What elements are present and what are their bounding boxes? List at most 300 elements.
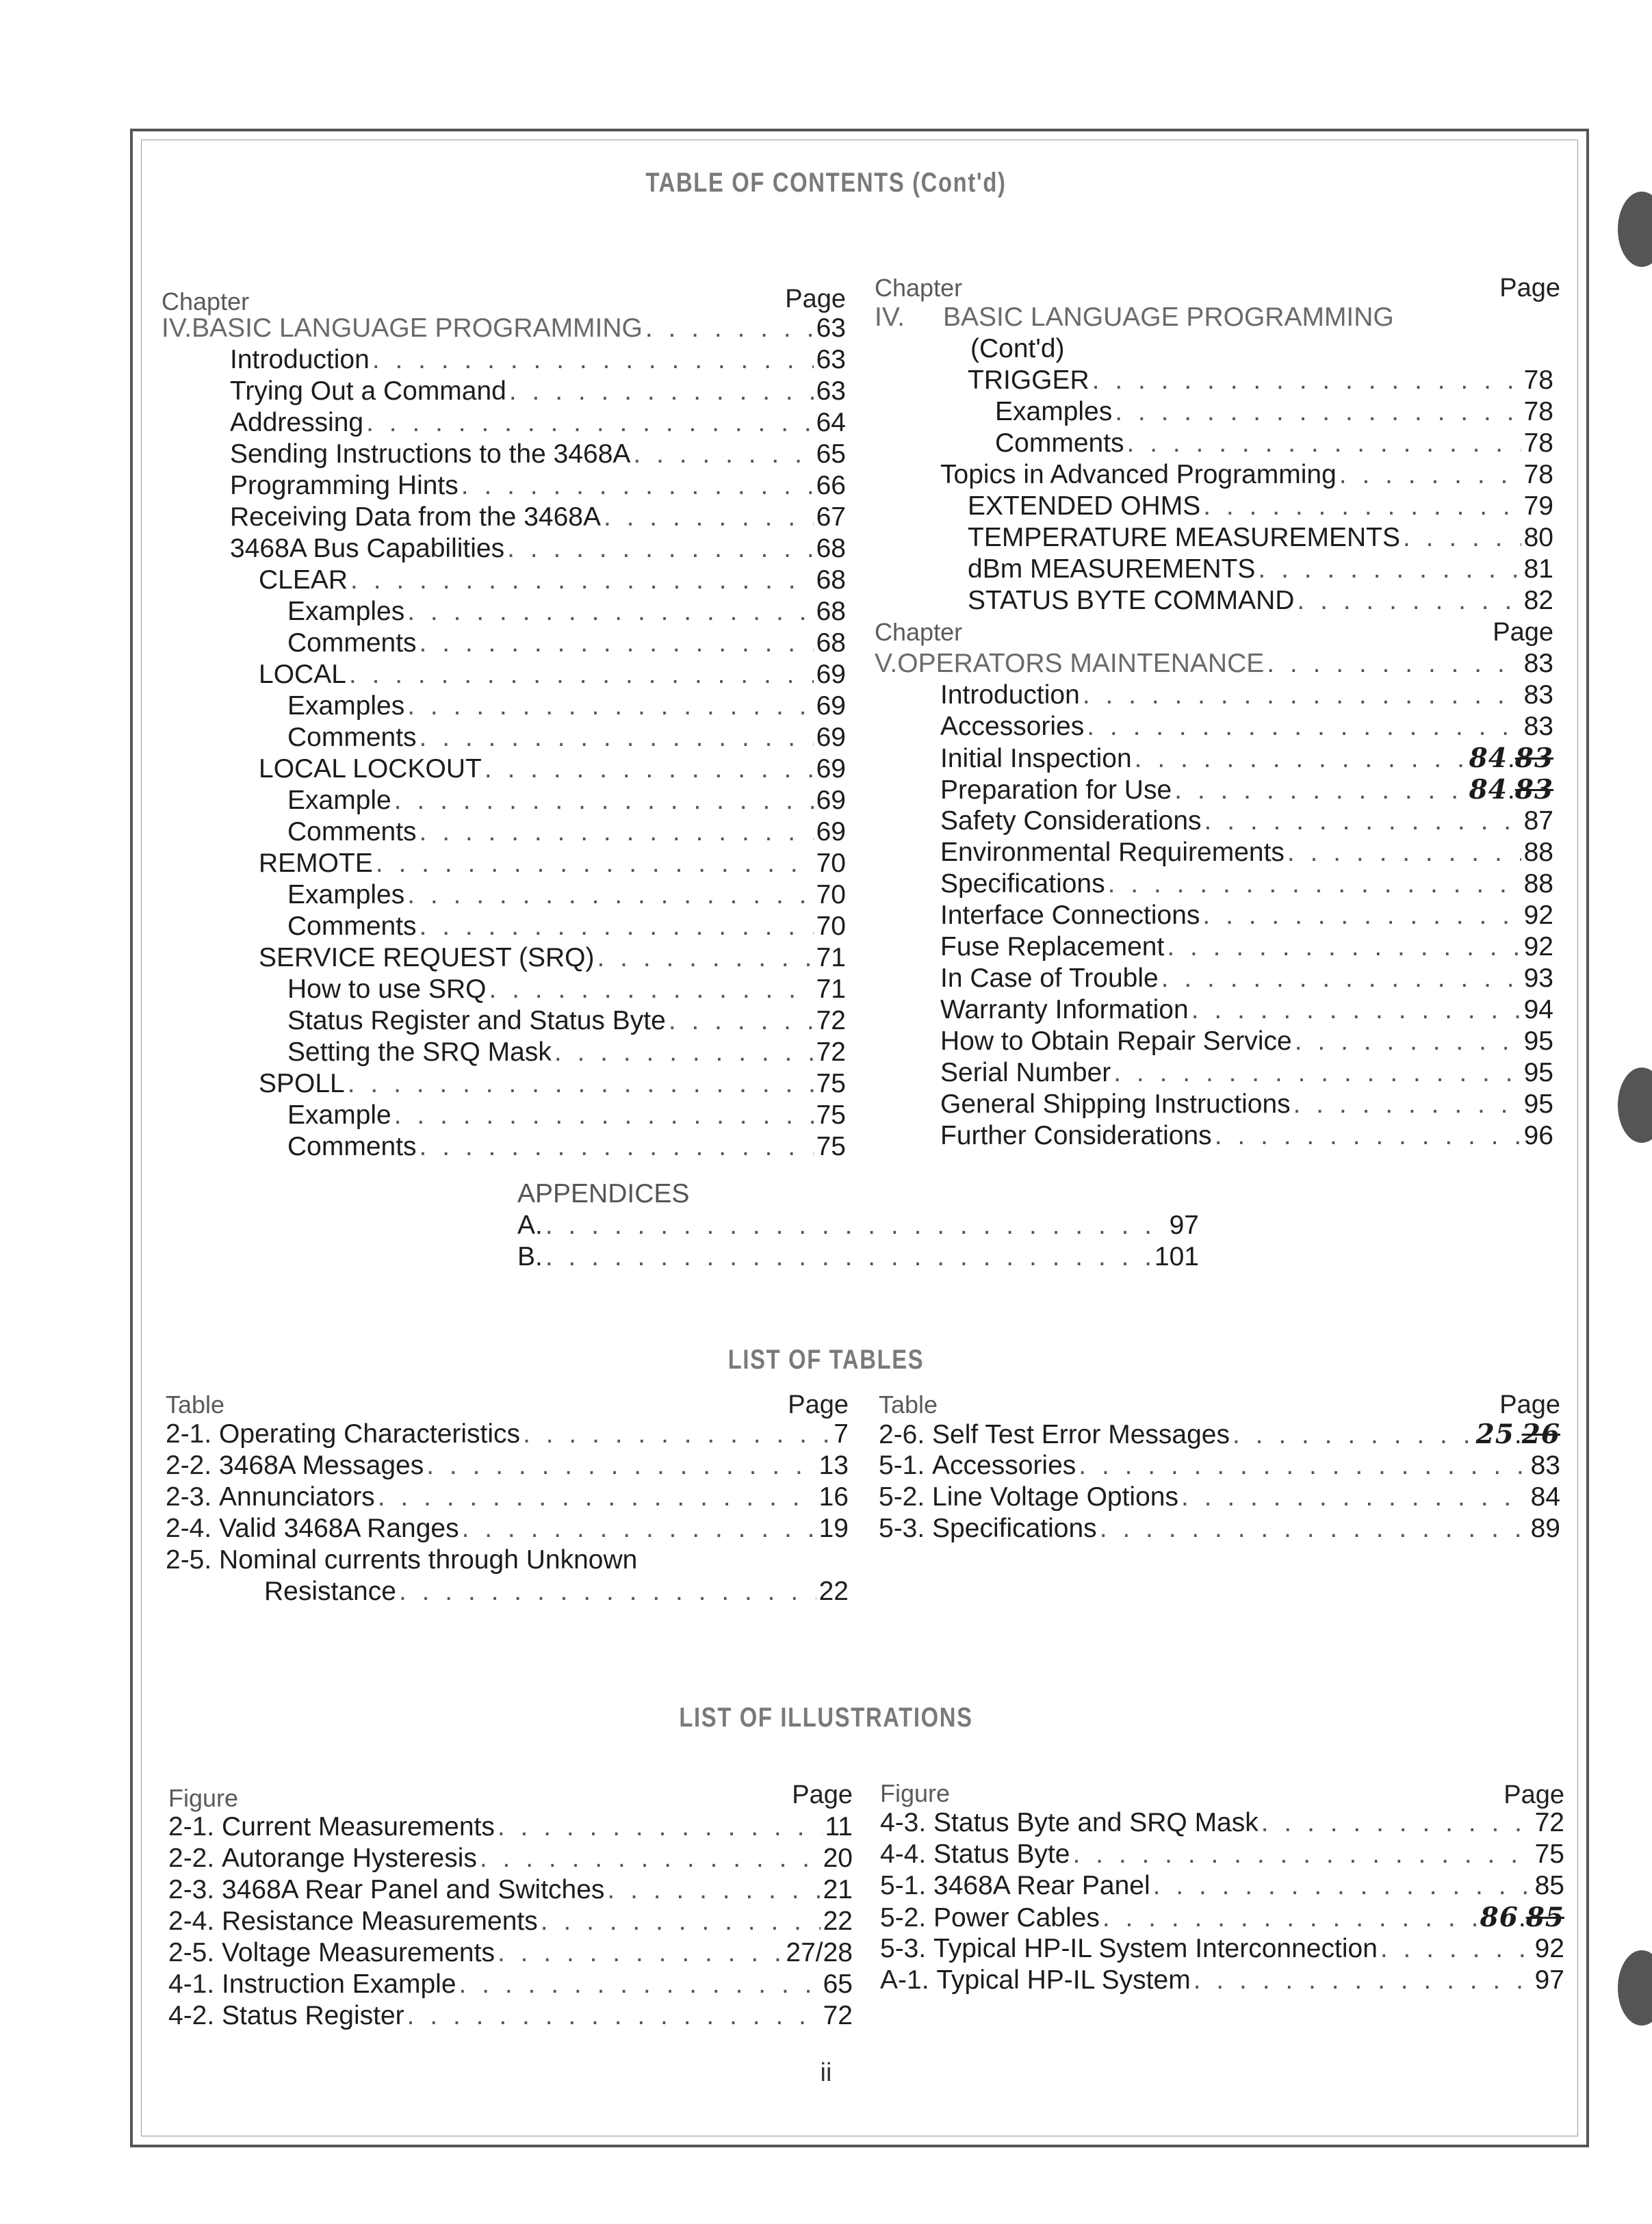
figure-entry <box>168 1937 853 1969</box>
toc-entry-title: Comments <box>287 817 417 846</box>
table-entry <box>879 1513 1560 1544</box>
table-entry <box>166 1513 849 1544</box>
toc-left-column <box>162 313 846 1163</box>
toc-entry-title: Further Considerations <box>940 1121 1212 1150</box>
toc-left-page-label: Page <box>785 285 846 313</box>
toc-entry-title: In Case of Trouble <box>940 964 1159 993</box>
figure-page-handwritten: 86 <box>1480 1902 1519 1933</box>
toc-entry-title: Setting the SRQ Mask <box>287 1037 552 1067</box>
figure-entry <box>168 1874 853 1906</box>
leader-dots <box>1161 963 1521 994</box>
toc-entry-title: Environmental Requirements <box>940 838 1285 867</box>
toc-entry <box>875 491 1553 522</box>
toc-right-column <box>875 302 1553 1152</box>
figure-title: Voltage Measurements <box>222 1938 495 1967</box>
leader-dots <box>1193 1965 1532 1996</box>
toc-entry-title: Initial Inspection <box>940 744 1132 773</box>
toc-entry-title: Status Register and Status Byte <box>287 1006 666 1035</box>
toc-entry <box>162 785 846 816</box>
toc-page: 69 <box>816 660 846 689</box>
toc-entry-title: Sending Instructions to the 3468A <box>230 439 631 469</box>
toc-page: 69 <box>816 786 846 815</box>
figure-number: 2-2. <box>168 1844 215 1873</box>
figure-entry <box>168 1969 853 2000</box>
leader-dots <box>426 1450 816 1482</box>
toc-entry-title: Examples <box>995 397 1113 426</box>
toc-entry-title: Comments <box>287 723 417 752</box>
leader-dots <box>1232 1419 1473 1451</box>
toc-right-page-label: Page <box>1499 274 1560 302</box>
toc-right-chapter-label: Chapter <box>875 274 963 302</box>
toc-entry <box>162 502 846 533</box>
toc-entry <box>162 1068 846 1100</box>
leader-dots <box>372 344 814 376</box>
leader-dots <box>349 659 814 690</box>
figure-page: 72 <box>1534 1808 1564 1837</box>
figure-page: 65 <box>823 1969 853 1999</box>
table-title: Accessories <box>932 1451 1076 1480</box>
toc-entry <box>162 596 846 628</box>
toc-entry <box>875 1089 1553 1120</box>
figure-number: 2-1. <box>168 1812 215 1841</box>
figure-title: Power Cables <box>933 1903 1100 1932</box>
toc-left-chapter-label: Chapter <box>162 287 250 315</box>
toc-entry-title: Trying Out a Command <box>230 376 506 406</box>
tables-left-label: Table <box>166 1391 225 1419</box>
leader-dots <box>1083 680 1521 711</box>
toc-page: 65 <box>816 439 846 469</box>
leader-dots <box>1079 1450 1527 1482</box>
leader-dots <box>1295 1026 1521 1057</box>
figure-title: 3468A Rear Panel and Switches <box>222 1875 605 1904</box>
leader-dots <box>407 879 813 911</box>
leader-dots <box>1108 868 1521 900</box>
table-number: 2-1. <box>166 1419 212 1449</box>
leader-dots <box>633 439 813 470</box>
leader-dots <box>545 1241 1152 1273</box>
toc-page: 78 <box>1523 428 1553 458</box>
toc-entry-title: Safety Considerations <box>940 806 1202 836</box>
toc-entry <box>875 428 1553 459</box>
toc-entry-title: Introduction <box>940 680 1080 710</box>
toc-entry <box>162 1100 846 1131</box>
figure-number: 4-2. <box>168 2001 215 2030</box>
leader-dots <box>376 848 814 879</box>
leader-dots <box>1153 1870 1532 1902</box>
toc-page: 69 <box>816 754 846 784</box>
table-number: 5-2. <box>879 1482 925 1512</box>
table-title: Self Test Error Messages <box>932 1420 1230 1449</box>
toc-entry-title: Preparation for Use <box>940 775 1172 805</box>
tables-left-column <box>166 1419 849 1607</box>
leader-dots <box>1339 459 1521 491</box>
toc-entry-title: Serial Number <box>940 1058 1111 1087</box>
toc-chapter-title: BASIC LANGUAGE PROGRAMMING <box>943 302 1394 332</box>
tables-title: LIST OF TABLES <box>727 1345 925 1375</box>
leader-dots <box>485 753 814 785</box>
toc-entry-title: How to Obtain Repair Service <box>940 1026 1292 1056</box>
figure-number: 4-4. <box>880 1839 927 1869</box>
illustrations-right-page-label: Page <box>1503 1781 1564 1809</box>
toc-page: 78 <box>1523 460 1553 489</box>
toc-entry-title: Examples <box>287 597 405 626</box>
figure-title: Status Byte <box>933 1839 1070 1869</box>
toc-entry: Preparation for Use . . . 84 . 83 <box>875 774 1553 805</box>
toc-chapter2-page-label: Page <box>1493 618 1553 647</box>
leader-dots <box>1102 1902 1477 1934</box>
toc-entry <box>875 554 1553 585</box>
toc-page: 70 <box>816 849 846 878</box>
figure-page: 11 <box>825 1812 853 1841</box>
toc-page: 69 <box>816 817 846 846</box>
leader-dots <box>498 1937 783 1969</box>
toc-page: 64 <box>816 408 846 437</box>
toc-page: 71 <box>816 974 846 1004</box>
toc-page: 69 <box>816 723 846 752</box>
figure-page: 22 <box>823 1906 853 1936</box>
toc-page: 88 <box>1523 869 1553 898</box>
toc-entry-title: 3468A Bus Capabilities <box>230 534 505 563</box>
toc-page: 95 <box>1523 1058 1553 1087</box>
leader-dots <box>462 1513 816 1544</box>
figure-title: 3468A Rear Panel <box>933 1871 1150 1900</box>
toc-page: 75 <box>816 1069 846 1098</box>
leader-dots <box>407 690 813 722</box>
toc-page: 63 <box>816 376 846 406</box>
toc-entry-title: Examples <box>287 691 405 721</box>
figure-page: 92 <box>1534 1934 1564 1963</box>
toc-entry <box>162 533 846 565</box>
leader-dots <box>348 1068 814 1100</box>
toc-entry <box>162 1131 846 1163</box>
toc-page: 87 <box>1523 806 1553 836</box>
table-number: 5-3. <box>879 1514 925 1543</box>
leader-dots <box>399 1576 816 1607</box>
figure-entry <box>880 1807 1564 1839</box>
figure-title: Resistance Measurements <box>222 1906 538 1936</box>
table-title: 3468A Messages <box>219 1451 424 1480</box>
leader-dots <box>507 533 814 565</box>
table-entry <box>166 1544 849 1576</box>
tables-right-label: Table <box>879 1391 938 1419</box>
leader-dots <box>1297 585 1521 617</box>
toc-chapter-cont-text: (Cont'd) <box>970 334 1065 363</box>
appendix-entry <box>517 1241 1199 1273</box>
toc-page: 93 <box>1523 964 1553 993</box>
leader-dots <box>420 911 814 942</box>
leader-dots <box>378 1482 816 1513</box>
toc-page: 75 <box>816 1132 846 1161</box>
toc-entry-title: EXTENDED OHMS <box>968 491 1201 521</box>
binder-hole <box>1618 1950 1652 2026</box>
table-title: Specifications <box>932 1514 1097 1543</box>
toc-entry <box>875 396 1553 428</box>
tables-left-page-label: Page <box>788 1391 849 1419</box>
toc-entry <box>162 942 846 974</box>
toc-entry <box>875 365 1553 396</box>
leader-dots <box>1191 994 1521 1026</box>
toc-entry-title: Warranty Information <box>940 995 1189 1024</box>
illustrations-right-column <box>880 1807 1564 1996</box>
toc-entry <box>162 659 846 690</box>
toc-entry <box>162 879 846 911</box>
leader-dots <box>1261 1807 1532 1839</box>
toc-page: 68 <box>816 628 846 658</box>
table-entry <box>166 1482 849 1513</box>
toc-entry <box>162 376 846 407</box>
leader-dots <box>509 376 814 407</box>
toc-page: 63 <box>816 345 846 374</box>
toc-page: 83 <box>1523 649 1553 678</box>
table-number: 2-2. <box>166 1451 212 1480</box>
leader-dots <box>1092 365 1521 396</box>
toc-entry <box>875 585 1553 617</box>
toc-entry-title: Specifications <box>940 869 1105 898</box>
figure-page: 85 <box>1534 1871 1564 1900</box>
leader-dots <box>1267 648 1521 680</box>
figure-number: 5-3. <box>880 1934 927 1963</box>
toc-chapter-title: BASIC LANGUAGE PROGRAMMING <box>192 313 643 343</box>
toc-page: 83 <box>1523 680 1553 710</box>
leader-dots <box>407 596 813 628</box>
toc-title: TABLE OF CONTENTS (Cont'd) <box>645 168 1007 198</box>
figure-page: 97 <box>1534 1965 1564 1995</box>
page-number: ii <box>820 2058 832 2087</box>
leader-dots <box>407 2000 821 2032</box>
toc-chapter2-header <box>875 617 1553 648</box>
leader-dots <box>1215 1120 1521 1152</box>
table-page-handwritten: 25 <box>1475 1419 1514 1450</box>
figure-number: 5-2. <box>880 1903 927 1932</box>
toc-entry-title: Interface Connections <box>940 901 1200 930</box>
table-page: 19 <box>818 1514 849 1543</box>
leader-dots <box>597 942 814 974</box>
figure-entry <box>168 1843 853 1874</box>
leader-dots <box>669 1005 814 1037</box>
table-number: 2-6. <box>879 1420 925 1449</box>
toc-entry <box>162 816 846 848</box>
figure-page: 75 <box>1534 1839 1564 1869</box>
toc-entry-title: How to use SRQ <box>287 974 487 1004</box>
binder-hole <box>1618 192 1652 267</box>
table-number: 2-4. <box>166 1514 212 1543</box>
toc-entry-title: Example <box>287 786 391 815</box>
leader-dots <box>1174 775 1466 806</box>
figure-number: 2-5. <box>168 1938 215 1967</box>
leader-dots <box>1167 931 1521 963</box>
toc-entry-title: LOCAL LOCKOUT <box>259 754 482 784</box>
binder-hole <box>1618 1068 1652 1143</box>
toc-entry-title: Accessories <box>940 712 1085 741</box>
leader-dots <box>420 628 814 659</box>
toc-entry-title: Receiving Data from the 3468A <box>230 502 601 532</box>
leader-dots <box>607 1874 820 1906</box>
toc-page: 72 <box>816 1037 846 1067</box>
figure-title: Autorange Hysteresis <box>222 1844 477 1873</box>
leader-dots <box>1202 900 1521 931</box>
figure-number: 5-1. <box>880 1871 927 1900</box>
leader-dots <box>545 1210 1167 1241</box>
toc-entry <box>875 963 1553 994</box>
toc-chapter2-label: Chapter <box>875 618 963 646</box>
toc-entry <box>162 848 846 879</box>
toc-entry <box>162 344 846 376</box>
toc-page: 68 <box>816 597 846 626</box>
illustrations-right-label: Figure <box>880 1779 951 1807</box>
appendices-label: APPENDICES <box>517 1179 690 1208</box>
appendices-label-row <box>517 1178 1199 1210</box>
toc-entry-title: Comments <box>995 428 1124 458</box>
toc-entry-title: Introduction <box>230 345 370 374</box>
leader-dots <box>350 565 814 596</box>
table-title: Resistance <box>264 1577 396 1606</box>
toc-page: 75 <box>816 1100 846 1130</box>
table-title: Line Voltage Options <box>932 1482 1178 1512</box>
toc-entry <box>162 974 846 1005</box>
table-number: 2-3. <box>166 1482 212 1512</box>
toc-entry-title: TRIGGER <box>968 365 1089 395</box>
toc-entry-title: Addressing <box>230 408 364 437</box>
leader-dots <box>1293 1089 1521 1120</box>
figure-page: 20 <box>823 1844 853 1873</box>
toc-page-struck: 83 <box>1514 774 1553 805</box>
leader-dots <box>480 1843 821 1874</box>
toc-page: 94 <box>1523 995 1553 1024</box>
toc-page: 66 <box>816 471 846 500</box>
table-title: Annunciators <box>219 1482 375 1512</box>
toc-entry <box>875 1026 1553 1057</box>
leader-dots <box>420 816 814 848</box>
toc-page: 70 <box>816 911 846 941</box>
toc-chapter-number: IV. <box>875 302 905 332</box>
figure-title: Typical HP-IL System Interconnection <box>933 1934 1378 1963</box>
toc-entry-title: CLEAR <box>259 565 348 595</box>
toc-page: 68 <box>816 534 846 563</box>
figure-number: 4-3. <box>880 1808 927 1837</box>
table-entry <box>166 1419 849 1450</box>
toc-entry <box>162 1005 846 1037</box>
toc-entry-title: Comments <box>287 1132 417 1161</box>
toc-page-handwritten: 84 <box>1469 742 1508 774</box>
table-page: 16 <box>818 1482 849 1512</box>
toc-chapter-row <box>875 302 1553 333</box>
toc-page: 71 <box>816 943 846 972</box>
leader-dots <box>498 1811 823 1843</box>
toc-entry: Initial Inspection . . . 84 . 83 <box>875 742 1553 774</box>
leader-dots <box>604 502 814 533</box>
toc-entry <box>162 628 846 659</box>
toc-entry <box>162 439 846 470</box>
figure-title: Instruction Example <box>222 1969 456 1999</box>
table-page: 13 <box>818 1451 849 1480</box>
toc-page: 88 <box>1523 838 1553 867</box>
toc-entry-title: Examples <box>287 880 405 909</box>
toc-page: 68 <box>816 565 846 595</box>
toc-entry-title: STATUS BYTE COMMAND <box>968 586 1295 615</box>
leader-dots <box>1203 491 1521 522</box>
figure-entry <box>168 1906 853 1937</box>
figure-number: A-1. <box>880 1965 929 1995</box>
leader-dots <box>1087 711 1521 742</box>
leader-dots <box>554 1037 814 1068</box>
figure-number: 4-1. <box>168 1969 215 1999</box>
toc-entry <box>875 522 1553 554</box>
illustrations-left-column <box>168 1811 853 2032</box>
leader-dots <box>461 470 814 502</box>
appendix-page: 97 <box>1169 1211 1199 1240</box>
figure-number: 2-3. <box>168 1875 215 1904</box>
table-title: Valid 3468A Ranges <box>219 1514 459 1543</box>
toc-entry-title: SPOLL <box>259 1069 345 1098</box>
toc-entry <box>875 900 1553 931</box>
leader-dots <box>1181 1482 1528 1513</box>
toc-entry-title: General Shipping Instructions <box>940 1089 1291 1119</box>
table-page: 84 <box>1530 1482 1560 1512</box>
toc-page: 63 <box>816 313 846 343</box>
figure-entry <box>880 1965 1564 1996</box>
toc-page: 81 <box>1523 554 1553 584</box>
toc-entry <box>875 1120 1553 1152</box>
toc-entry <box>875 1057 1553 1089</box>
leader-dots <box>645 313 814 344</box>
toc-page: 95 <box>1523 1026 1553 1056</box>
figure-number: 2-4. <box>168 1906 215 1936</box>
toc-entry <box>875 931 1553 963</box>
toc-entry-title: Comments <box>287 911 417 941</box>
toc-chapter-row <box>875 648 1553 680</box>
leader-dots <box>1113 1057 1521 1089</box>
table-entry <box>166 1450 849 1482</box>
table-entry <box>879 1450 1560 1482</box>
leader-dots <box>1258 554 1521 585</box>
toc-entry <box>162 722 846 753</box>
toc-page: 83 <box>1523 712 1553 741</box>
appendix-page: 101 <box>1154 1242 1199 1271</box>
illustrations-title: LIST OF ILLUSTRATIONS <box>679 1703 973 1733</box>
figure-entry: 5-2. Power Cables . . . 86 . 85 <box>880 1902 1564 1933</box>
toc-page: 79 <box>1523 491 1553 521</box>
table-entry-cont <box>166 1576 849 1607</box>
toc-entry <box>162 911 846 942</box>
toc-entry-title: SERVICE REQUEST (SRQ) <box>259 943 595 972</box>
figure-entry <box>168 2000 853 2032</box>
leader-dots <box>1115 396 1521 428</box>
toc-entry-title: Fuse Replacement <box>940 932 1165 961</box>
table-page: 22 <box>818 1577 849 1606</box>
table-number: 5-1. <box>879 1451 925 1480</box>
figure-title: Typical HP-IL System <box>936 1965 1191 1995</box>
toc-entry <box>162 470 846 502</box>
appendices <box>517 1178 1199 1273</box>
toc-entry-title: Topics in Advanced Programming <box>940 460 1337 489</box>
table-title: Nominal currents through Unknown <box>219 1545 638 1575</box>
toc-page: 92 <box>1523 901 1553 930</box>
toc-page: 92 <box>1523 932 1553 961</box>
toc-page: 78 <box>1523 397 1553 426</box>
tables-right-page-label: Page <box>1499 1391 1560 1419</box>
leader-dots <box>420 722 814 753</box>
toc-entry-title: dBm MEASUREMENTS <box>968 554 1256 584</box>
toc-page: 96 <box>1523 1121 1553 1150</box>
toc-entry <box>875 837 1553 868</box>
figure-title: Current Measurements <box>222 1812 495 1841</box>
table-page: 89 <box>1530 1514 1560 1543</box>
toc-entry <box>875 805 1553 837</box>
appendix-entry <box>517 1210 1199 1241</box>
table-entry: 2-6. Self Test Error Messages . . . 25 . 26 <box>879 1419 1560 1450</box>
leader-dots <box>489 974 813 1005</box>
leader-dots <box>420 1131 814 1163</box>
